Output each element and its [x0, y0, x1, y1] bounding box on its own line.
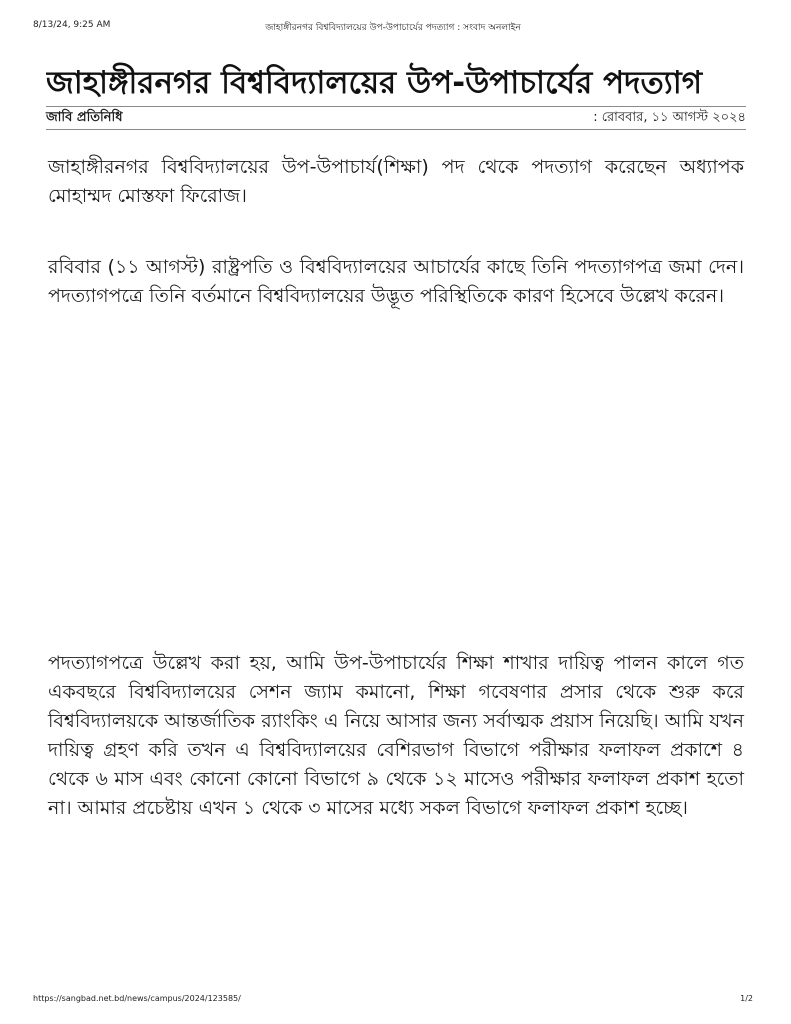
print-url[interactable]: https://sangbad.net.bd/news/campus/2024/123585/ [33, 994, 241, 1003]
byline [46, 106, 746, 130]
print-footer [33, 994, 753, 1006]
article-paragraph: রবিবার (১১ আগস্ট) রাষ্ট্রপতি ও বিশ্ববিদ্যালয়ের আচার্যের কাছে তিনি পদত্যাগপত্র জমা দেন। পদত্যাগপত্রে তিনি বর্তমানে বিশ্ববিদ্যালয়ের উদ্ভূত পরিস্থিতিকে কারণ হিসেবে উল্লেখ করেন। [48, 256, 744, 307]
byline-date: : রোববার, ১১ আগস্ট ২০২৪ [593, 110, 746, 125]
byline-author: জাবি প্রতিনিধি [46, 110, 123, 125]
print-datetime: 8/13/24, 9:25 AM [33, 20, 111, 30]
article-paragraph: পদত্যাগপত্রে উল্লেখ করা হয়, আমি উপ-উপাচার্যের শিক্ষা শাখার দায়িত্ব পালন কালে গত একবছরে বিশ্ববিদ্যালয়ের সেশন জ্যাম কমানো, শিক্ষা গবেষণার প্রসার থেকে শুরু করে বিশ্ববিদ্যালয়কে আন্তর্জাতিক র‍্যাংকিং এ নিয়ে আসার জন্য সর্বাত্মক প্রয়াস নিয়েছি। আমি যখন দায়িত্ব গ্রহণ করি তখন এ বিশ্ববিদ্যালয়ের বেশিরভাগ বিভাগে পরীক্ষার ফলাফল প্রকাশে ৪ থেকে ৬ মাস এবং কোনো কোনো বিভাগে ৯ থেকে ১২ মাসেও পরীক্ষার ফলাফল প্রকাশ হতো না। আমার প্রচেষ্টায় এখন ১ থেকে ৩ মাসের মধ্যে সকল বিভাগে ফলাফল প্রকাশ হচ্ছে। [48, 652, 744, 819]
page-number: 1/2 [740, 994, 753, 1003]
article-paragraph: জাহাঙ্গীরনগর বিশ্ববিদ্যালয়ের উপ-উপাচার্য(শিক্ষা) পদ থেকে পদত্যাগ করেছেন অধ্যাপক মোহাম্মদ মোস্তফা ফিরোজ। [48, 156, 744, 207]
print-header [33, 20, 753, 34]
article-headline: জাহাঙ্গীরনগর বিশ্ববিদ্যালয়ের উপ-উপাচার্যের পদত্যাগ [46, 64, 703, 101]
print-document-title: জাহাঙ্গীরনগর বিশ্ববিদ্যালয়ের উপ-উপাচার্যের পদত্যাগ : সংবাদ অনলাইন [265, 23, 521, 33]
